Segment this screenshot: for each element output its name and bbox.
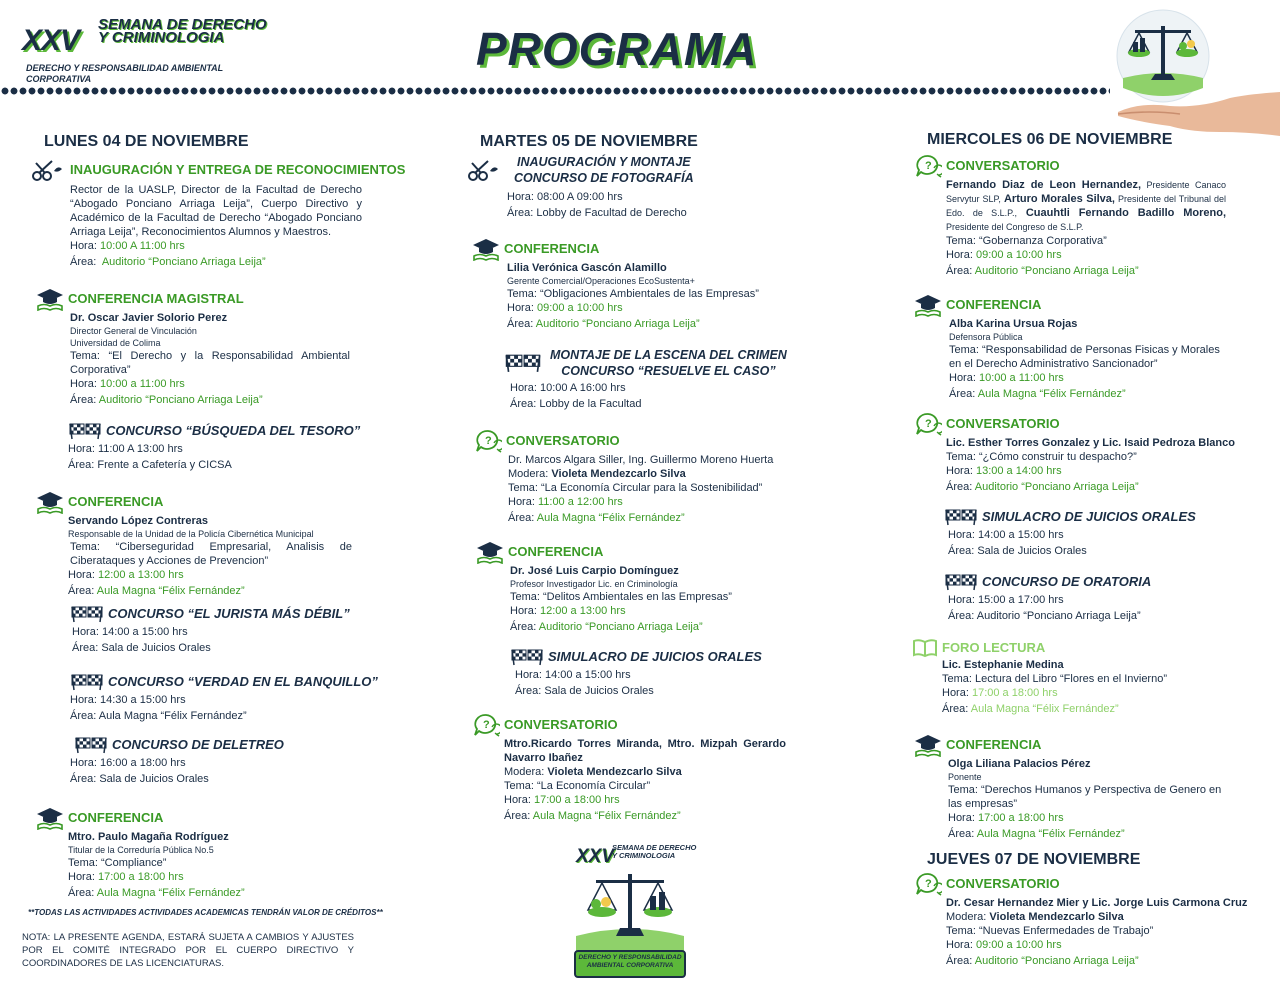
event-busqueda-tesoro <box>68 422 368 472</box>
event-title: CONVERSATORIO <box>506 433 620 448</box>
event-simulacro-miercoles <box>944 508 1244 558</box>
event-title: CONFERENCIA <box>946 297 1042 312</box>
event-title: SIMULACRO DE JUICIOS ORALES <box>982 509 1196 524</box>
scissors-ribbon-icon <box>466 157 500 183</box>
event-area: Auditorio “Ponciano Arriaga Leija” <box>101 256 266 268</box>
event-hora: Hora: 14:00 a 15:00 hrs <box>72 626 188 638</box>
area-label: Área: <box>68 887 95 899</box>
area-label: Área: <box>70 394 97 406</box>
event-conferencia-delitos <box>476 540 796 634</box>
event-tema: Tema: “Obligaciones Ambientales de las Empresas” <box>507 288 759 300</box>
hora-label: Hora: <box>946 249 973 261</box>
speaker-role: Ponente <box>948 772 982 782</box>
modera-label: Modera: <box>504 766 545 778</box>
speaker-role: Defensora Pública <box>949 332 1023 342</box>
event-hora: 10:00 A 11:00 hrs <box>99 240 185 252</box>
area-label: Área: <box>942 703 969 715</box>
day-heading-miercoles: MIERCOLES 06 DE NOVIEMBRE <box>927 131 1173 148</box>
speaker-name: Dr. Oscar Javier Solorio Perez <box>70 312 228 324</box>
event-hora: Hora: 14:00 a 15:00 hrs <box>948 529 1064 541</box>
event-title: CONVERSATORIO <box>946 416 1060 431</box>
checkered-flags-icon <box>68 422 102 440</box>
hora-label: Hora: <box>68 871 95 883</box>
event-tema: Tema: “Gobernanza Corporativa” <box>946 235 1107 247</box>
event-tema: Tema: “La Economía Circular” <box>504 780 651 792</box>
event-title: CONCURSO DE DELETREO <box>112 737 284 752</box>
speech-bubble-question-icon <box>472 713 500 737</box>
event-tema: Tema: “El Derecho y la Responsabilidad Ambiental Corporativa” <box>70 350 350 376</box>
hora-label: Hora: <box>949 372 976 384</box>
event-tema: Tema: “Nuevas Enfermedades de Trabajo” <box>946 925 1154 937</box>
agenda-note: NOTA: LA PRESENTE AGENDA, ESTARÁ SUJETA A CAMBIOS Y AJUSTES POR EL COMITÉ INTEGRADO POR EL CUERPO DIRECTIVO Y COORDINADORES DE LAS LICENCIATURAS. <box>22 932 354 969</box>
brand-number: XXV <box>22 24 80 57</box>
event-tema-line2: en el Derecho Administrativo Sancionador” <box>949 358 1158 370</box>
day-heading-lunes: LUNES 04 DE NOVIEMBRE <box>44 133 249 150</box>
event-tema: Tema: “Compliance” <box>68 857 167 869</box>
event-conferencia-obligaciones <box>472 237 792 331</box>
moderator-name: Violeta Mendezcarlo Silva <box>989 911 1124 923</box>
day-heading-martes: MARTES 05 DE NOVIEMBRE <box>480 133 698 150</box>
graduation-cap-book-icon <box>36 287 64 311</box>
speaker-names: Dr. Cesar Hernandez Mier y Lic. Jorge Luis Carmona Cruz <box>946 897 1248 909</box>
event-area: Aula Magna “Félix Fernández” <box>976 828 1125 840</box>
area-label: Área: <box>504 810 531 822</box>
svg-text:?: ? <box>925 160 932 172</box>
speaker-name: Lilia Verónica Gascón Alamillo <box>507 262 667 274</box>
hora-label: Hora: <box>68 569 95 581</box>
event-hora: 17:00 a 18:00 hrs <box>533 794 620 806</box>
event-area: Área: Sala de Juicios Orales <box>70 773 209 785</box>
event-tema: Tema: “La Economía Circular para la Sostenibilidad” <box>508 482 763 494</box>
event-verdad-banquillo <box>70 673 378 723</box>
event-title-line2: CONCURSO DE FOTOGRAFÍA <box>514 171 694 185</box>
speaker-name: Dr. José Luis Carpio Domínguez <box>510 565 679 577</box>
event-area: Aula Magna “Félix Fernández” <box>977 388 1126 400</box>
event-jurista-debil <box>70 605 370 655</box>
event-area: Auditorio “Ponciano Arriaga Leija” <box>974 265 1139 277</box>
event-title: CONCURSO “BÚSQUEDA DEL TESORO” <box>106 423 361 438</box>
speaker-institution: Universidad de Colima <box>70 338 161 348</box>
speaker-role: Profesor Investigador Lic. en Criminología <box>510 579 678 589</box>
speaker-role: Responsable de la Unidad de la Policía Cibernética Municipal <box>68 529 314 539</box>
page-title: PROGRAMA <box>476 23 758 75</box>
event-conferencia-compliance <box>36 806 356 900</box>
event-area: Área: Sala de Juicios Orales <box>515 685 654 697</box>
panelist-role: Presidente del Tribunal del Edo. de S.L.P., <box>946 194 1226 218</box>
event-area: Área: Lobby de la Facultad <box>510 398 642 410</box>
speaker-name: Olga Liliana Palacios Pérez <box>948 758 1091 770</box>
logo-number: XXV <box>576 846 615 867</box>
event-title: CONFERENCIA <box>508 544 604 559</box>
graduation-cap-book-icon <box>914 293 942 317</box>
event-area: Área: Frente a Cafetería y CICSA <box>68 459 232 471</box>
event-title-line1: MONTAJE DE LA ESCENA DEL CRIMEN <box>550 348 787 362</box>
hora-label: Hora: <box>510 605 537 617</box>
event-title: CONFERENCIA <box>68 810 164 825</box>
event-tema-line1: Tema: “Responsabilidad de Personas Fisicas y Morales <box>949 344 1220 356</box>
event-conferencia-magistral <box>36 287 356 407</box>
speaker-name: Alba Karina Ursua Rojas <box>949 318 1078 330</box>
logo-title: SEMANA DE DERECHO Y CRIMINOLOGIA <box>612 843 697 860</box>
event-area: Aula Magna “Félix Fernández” <box>532 810 681 822</box>
event-inauguracion <box>30 157 406 269</box>
event-description: Rector de la UASLP, Director de la Facultad de Derecho “Abogado Ponciano Arriaga Leija”, Cuerpo Directivo y Académico de la Facultad de Derecho “Abogado Ponciano Arriaga Leija”, Reconocimientos Alumnos y Maestros. <box>70 184 362 238</box>
speaker-name: Mtro. Paulo Magaña Rodríguez <box>68 831 229 843</box>
event-title-line1: INAUGURACIÓN Y MONTAJE <box>517 155 691 169</box>
panelist-name: Cuauhtli Fernando Badillo Moreno, <box>1017 207 1226 219</box>
hora-label: Hora: <box>507 302 534 314</box>
event-hora: 10:00 a 11:00 hrs <box>978 372 1064 384</box>
event-montaje-fotografia <box>466 154 786 220</box>
event-tema-line1: Tema: “Derechos Humanos y Perspectiva de Genero en <box>948 784 1222 796</box>
graduation-cap-book-icon <box>36 806 64 830</box>
checkered-flags-icon <box>74 736 108 754</box>
speaker-name: Servando López Contreras <box>68 515 208 527</box>
event-hora: Hora: 08:00 A 09:00 hrs <box>507 191 623 203</box>
checkered-flags-icon <box>504 353 542 373</box>
event-escena-crimen <box>504 347 794 411</box>
event-hora: Hora: 14:30 a 15:00 hrs <box>70 694 186 706</box>
event-area: Auditorio “Ponciano Arriaga Leija” <box>974 955 1139 967</box>
event-oratoria <box>944 573 1244 623</box>
brand-title: SEMANA DE DERECHO Y CRIMINOLOGIA <box>98 16 267 46</box>
event-tema: Tema: Lectura del Libro “Flores en el Invierno” <box>942 673 1167 685</box>
event-area: Aula Magna “Félix Fernández” <box>970 703 1119 715</box>
event-hora: Hora: 16:00 a 18:00 hrs <box>70 757 186 769</box>
event-area: Área: Sala de Juicios Orales <box>948 545 1087 557</box>
event-hora: 13:00 a 14:00 hrs <box>975 465 1062 477</box>
event-title: CONVERSATORIO <box>504 717 618 732</box>
area-label: Área: <box>946 481 973 493</box>
checkered-flags-icon <box>510 648 544 666</box>
panelist-name: Fernando Diaz de Leon Hernandez, <box>946 179 1142 191</box>
area-label: Área: <box>70 256 97 268</box>
event-simulacro-martes <box>510 648 800 698</box>
area-label: Área: <box>946 265 973 277</box>
area-label: Área: <box>949 388 976 400</box>
event-conferencia-ciberseguridad <box>36 490 356 598</box>
credits-note: **TODAS LAS ACTIVIDADES ACTIVIDADES ACADEMICAS TENDRÁN VALOR DE CRÉDITOS** <box>28 908 383 917</box>
event-title: SIMULACRO DE JUICIOS ORALES <box>548 649 762 664</box>
svg-text:?: ? <box>925 878 932 890</box>
speech-bubble-question-icon <box>914 412 942 436</box>
event-title: FORO LECTURA <box>942 640 1046 655</box>
logo-subtitle: DERECHO Y RESPONSABILIDAD AMBIENTAL CORPORATIVA <box>578 954 682 969</box>
panelist-role: Presidente Canaco Servytur SLP, <box>946 180 1226 204</box>
area-label: Área: <box>68 585 95 597</box>
event-hora: 17:00 a 18:00 hrs <box>977 812 1064 824</box>
hora-label: Hora: <box>946 465 973 477</box>
svg-text:?: ? <box>485 435 492 447</box>
event-title: CONFERENCIA MAGISTRAL <box>68 291 244 306</box>
event-tema: Tema: “Delitos Ambientales en las Empresas” <box>510 591 732 603</box>
event-title: CONVERSATORIO <box>946 158 1060 173</box>
graduation-cap-book-icon <box>914 733 942 757</box>
hora-label: Hora: <box>948 812 975 824</box>
modera-label: Modera: <box>508 468 549 480</box>
speech-bubble-question-icon <box>914 872 942 896</box>
speech-bubble-question-icon <box>474 429 502 453</box>
event-area: Auditorio “Ponciano Arriaga Leija” <box>98 394 263 406</box>
event-hora: 09:00 a 10:00 hrs <box>975 939 1062 951</box>
event-hora: 17:00 a 18:00 hrs <box>97 871 184 883</box>
event-conversatorio-economia-circular <box>472 713 792 823</box>
event-title: CONFERENCIA <box>946 737 1042 752</box>
event-conferencia-responsabilidad <box>914 293 1234 401</box>
speaker-role: Gerente Comercial/Operaciones EcoSustenta+ <box>507 276 695 286</box>
event-title: CONFERENCIA <box>504 241 600 256</box>
speaker-role: Titular de la Correduría Pública No.5 <box>68 845 214 855</box>
event-title: CONVERSATORIO <box>946 876 1060 891</box>
checkered-flags-icon <box>70 605 104 623</box>
brand-subtitle: DERECHO Y RESPONSABILIDAD AMBIENTAL CORPORATIVA <box>26 63 224 84</box>
graduation-cap-book-icon <box>472 237 500 261</box>
event-hora: 10:00 a 11:00 hrs <box>99 378 185 390</box>
event-hora: 17:00 a 18:00 hrs <box>971 687 1058 699</box>
day-heading-jueves: JUEVES 07 DE NOVIEMBRE <box>927 851 1141 868</box>
event-conversatorio-enfermedades <box>914 872 1254 968</box>
event-area: Aula Magna “Félix Fernández” <box>536 512 685 524</box>
event-conferencia-derechos-humanos <box>914 733 1244 841</box>
panelist-name: Arturo Morales Silva, <box>1000 193 1115 205</box>
area-label: Área: <box>946 955 973 967</box>
event-area: Área: Lobby de Facultad de Derecho <box>507 207 687 219</box>
moderator-name: Violeta Mendezcarlo Silva <box>547 766 682 778</box>
event-tema-line2: las empresas” <box>948 798 1018 810</box>
speaker-names: Mtro.Ricardo Torres Miranda, Mtro. Mizpah Gerardo Navarro Ibañez <box>504 738 786 764</box>
modera-label: Modera: <box>946 911 987 923</box>
event-title-line2: CONCURSO “RESUELVE EL CASO” <box>561 364 776 378</box>
scales-of-justice-icon <box>576 866 684 952</box>
speech-bubble-question-icon <box>914 154 942 178</box>
event-hora: 12:00 a 13:00 hrs <box>97 569 184 581</box>
event-tema: Tema: “¿Cómo construir tu despacho?” <box>946 451 1137 463</box>
event-tema: Tema: “Ciberseguridad Empresarial, Analisis de Ciberataques y Acciones de Prevencion” <box>70 541 352 567</box>
scales-of-justice-icon <box>1115 8 1211 104</box>
event-area: Auditorio “Ponciano Arriaga Leija” <box>538 621 703 633</box>
event-hora: 09:00 a 10:00 hrs <box>975 249 1062 261</box>
hora-label: Hora: <box>70 378 97 390</box>
event-area: Aula Magna “Félix Fernández” <box>96 887 245 899</box>
speaker-role: Director General de Vinculación <box>70 326 197 336</box>
event-title: CONFERENCIA <box>68 494 164 509</box>
event-foro-lectura <box>912 638 1232 716</box>
hora-label: Hora: <box>942 687 969 699</box>
hora-label: Hora: <box>508 496 535 508</box>
graduation-cap-book-icon <box>36 490 64 514</box>
checkered-flags-icon <box>944 573 978 591</box>
scissors-ribbon-icon <box>30 157 64 183</box>
event-hora: Hora: 15:00 a 17:00 hrs <box>948 594 1064 606</box>
graduation-cap-book-icon <box>476 540 504 564</box>
area-label: Área: <box>510 621 537 633</box>
area-label: Área: <box>507 318 534 330</box>
hora-label: Hora: <box>70 240 97 252</box>
svg-text:?: ? <box>483 719 490 731</box>
speaker-names: Dr. Marcos Algara Siller, Ing. Guillermo Moreno Huerta <box>508 454 774 466</box>
moderator-name: Violeta Mendezcarlo Silva <box>551 468 686 480</box>
header <box>0 0 1280 100</box>
event-hora: Hora: 14:00 a 15:00 hrs <box>515 669 631 681</box>
event-area: Auditorio “Ponciano Arriaga Leija” <box>974 481 1139 493</box>
event-conversatorio-gobernanza <box>914 154 1234 278</box>
panelist-role: Presidente del Congreso de S.L.P. <box>946 222 1084 232</box>
event-logo-bottom <box>570 840 697 978</box>
checkered-flags-icon <box>944 508 978 526</box>
event-hora: 09:00 a 10:00 hrs <box>536 302 623 314</box>
event-deletreo <box>70 736 370 786</box>
event-title: CONCURSO “VERDAD EN EL BANQUILLO” <box>108 674 378 689</box>
area-label: Área: <box>948 828 975 840</box>
dotted-divider <box>0 86 1110 96</box>
event-title: INAUGURACIÓN Y ENTREGA DE RECONOCIMIENTOS <box>70 162 406 177</box>
event-hora: 12:00 a 13:00 hrs <box>539 605 626 617</box>
open-book-icon <box>912 638 938 658</box>
hora-label: Hora: <box>946 939 973 951</box>
event-title: CONCURSO “EL JURISTA MÁS DÉBIL” <box>108 606 350 621</box>
event-area: Área: Sala de Juicios Orales <box>72 642 211 654</box>
area-label: Área: <box>508 512 535 524</box>
event-area: Aula Magna “Félix Fernández” <box>96 585 245 597</box>
hora-label: Hora: <box>504 794 531 806</box>
event-title: CONCURSO DE ORATORIA <box>982 574 1152 589</box>
svg-text:?: ? <box>925 418 932 430</box>
event-hora: Hora: 11:00 A 13:00 hrs <box>68 443 183 455</box>
event-hora: 11:00 a 12:00 hrs <box>537 496 623 508</box>
event-conversatorio-despacho <box>914 412 1244 494</box>
speaker-names: Lic. Esther Torres Gonzalez y Lic. Isaid Pedroza Blanco <box>946 437 1235 449</box>
checkered-flags-icon <box>70 673 104 691</box>
event-area: Área: Auditorio “Ponciano Arriaga Leija” <box>948 610 1141 622</box>
speaker-name: Lic. Estephanie Medina <box>942 659 1064 671</box>
event-area: Auditorio “Ponciano Arriaga Leija” <box>535 318 700 330</box>
event-hora: Hora: 10:00 A 16:00 hrs <box>510 382 626 394</box>
event-conversatorio-economia-sostenibilidad <box>474 429 794 525</box>
event-area: Área: Aula Magna “Félix Fernández” <box>70 710 247 722</box>
